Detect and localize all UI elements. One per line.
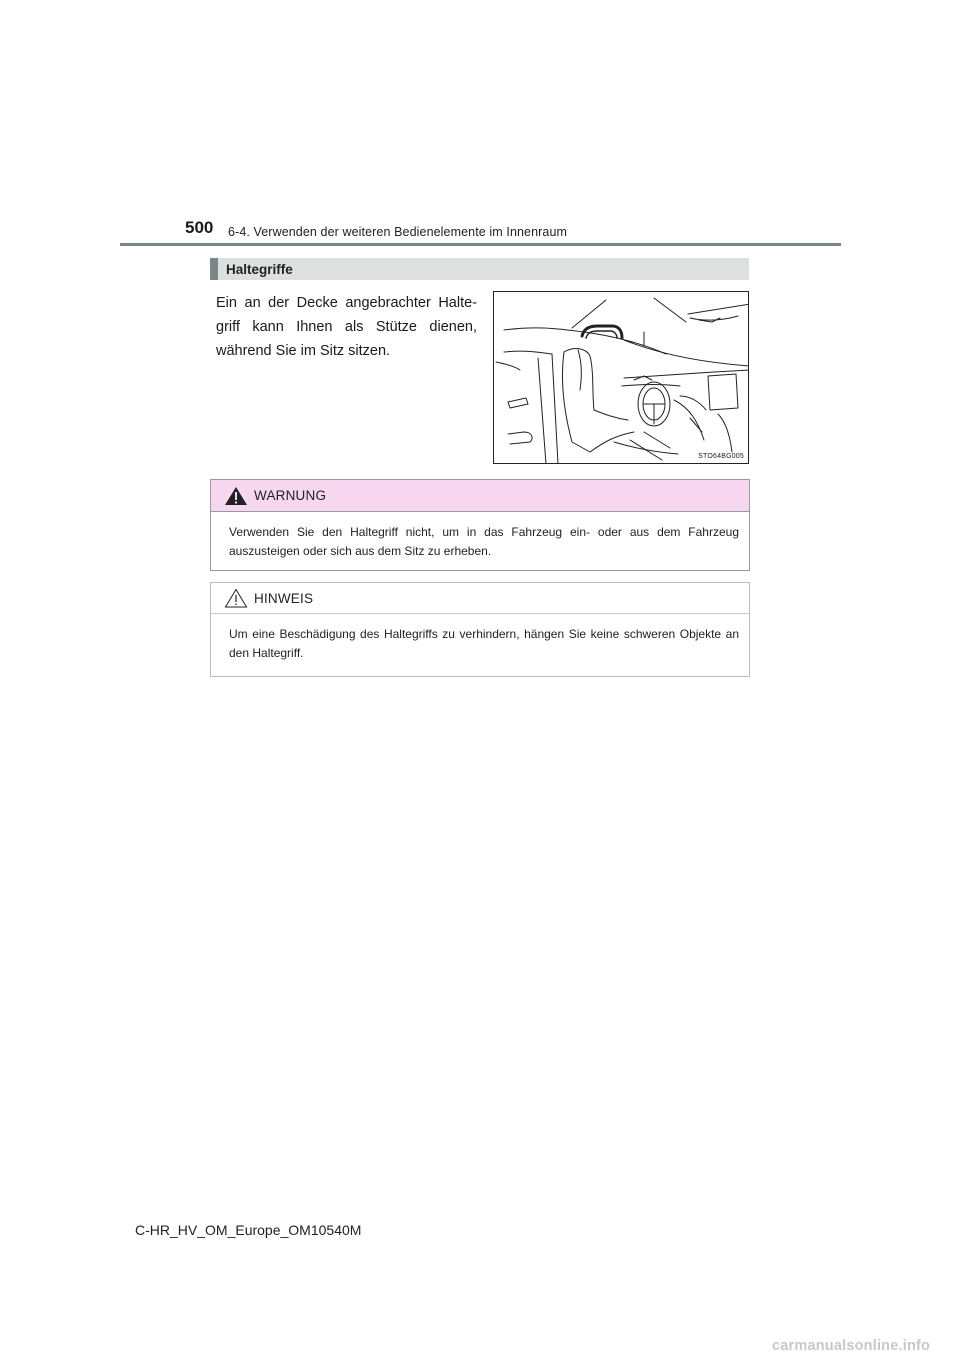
warning-header (211, 480, 749, 512)
notice-box (210, 582, 750, 677)
notice-label: HINWEIS (254, 590, 314, 606)
page-number: 500 (185, 218, 214, 237)
notice-header (211, 583, 749, 614)
warning-box (210, 479, 750, 571)
warning-label: WARNUNG (254, 488, 327, 503)
car-interior-drawing (494, 292, 749, 464)
header-rule (120, 243, 841, 246)
warning-icon (224, 486, 248, 506)
document-id: C-HR_HV_OM_Europe_OM10540M (135, 1222, 362, 1238)
section-body-text: Ein an der Decke angebrachter Halte-griff kann Ihnen als Stütze dienen, während Sie im Sitz sitzen. (216, 295, 477, 359)
section-accent (210, 258, 218, 280)
grab-handle-illustration (493, 291, 749, 464)
caution-icon (224, 588, 248, 608)
notice-text: Um eine Beschädigung des Haltegriffs zu verhindern, hängen Sie keine schweren Objekte an den Haltegriff. (229, 627, 739, 660)
figure-code: STO64BG005 (698, 453, 744, 460)
section-title: Haltegriffe (226, 261, 293, 277)
warning-text: Verwenden Sie den Haltegriff nicht, um in das Fahrzeug ein- oder aus dem Fahrzeug auszusteigen oder sich aus dem Sitz zu erheben. (229, 525, 739, 558)
chapter-title: 6-4. Verwenden der weiteren Bedienelemente im Innenraum (228, 225, 568, 239)
watermark: carmanualsonline.info (772, 1338, 931, 1354)
section-heading-bar (210, 258, 749, 280)
